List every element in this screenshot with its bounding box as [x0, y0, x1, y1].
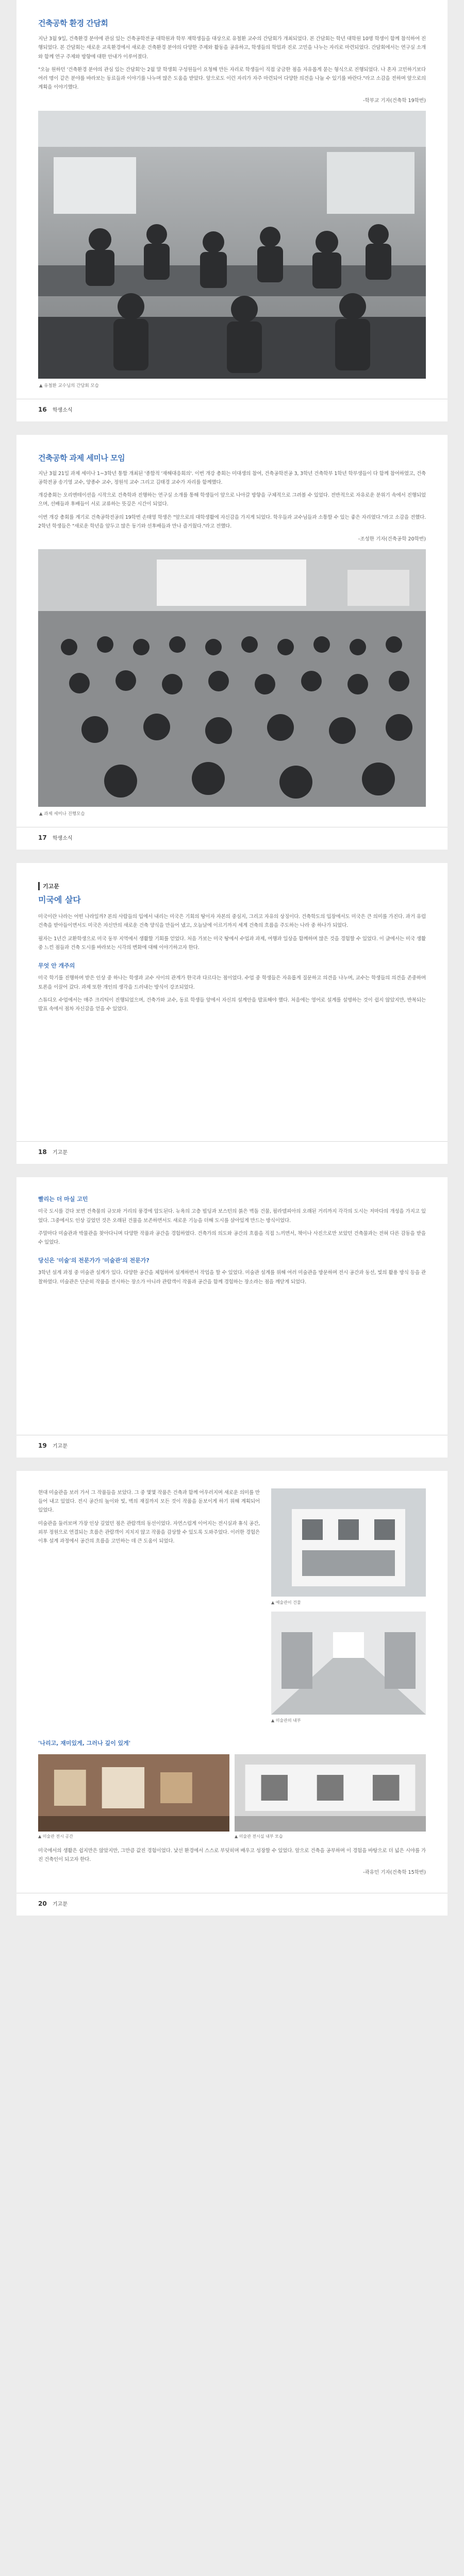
section-title: 건축공학 환경 간담회: [38, 19, 108, 28]
byline: -곽유민 기자(건축학 15학번): [363, 1870, 426, 1876]
photo-caption: ▲ 과제 세미나 진행모습: [39, 811, 85, 817]
museum-interior-photo: [271, 1612, 426, 1715]
section-contribution-part2: [16, 1177, 448, 1435]
building-illustration: [271, 1488, 426, 1597]
grid-cell: [38, 1754, 229, 1839]
exhibit-photo: [38, 1754, 229, 1832]
interior-illustration: [271, 1612, 426, 1715]
paragraph: 개강총회는 오리엔테이션을 시작으로 건축학과 진행하는 연구실 소개를 통해 학생들이 앞으로 나아갈 방향을 구체적으로 그려볼 수 있었다. 전반적으로 자유로운 분위기 속에서 진행되었으며, 선배들과 후배들이 서로 교류하는 뜻깊은 시간이 되었다.: [38, 493, 426, 507]
paragraph: 지난 3월 21일 과제 세미나 1~3학년 통합 개최된 '종합적 '재해대응회의'. 이번 개강 총회는 미대생의 참여, 건축공학전공 3, 3학년 건축학부 1학년 학부생들이 다 함께 참여하였고, 건축공학전공 송기영 교수, 양종수 교수, 정원석 교수 그리고 김태경 교수가 자리를 함께했다.: [38, 470, 426, 485]
subheading: 당신은 '미술'의 전문가가 '미술관'의 전문가?: [38, 1257, 150, 1264]
subheading: 빨리는 더 마실 고민: [38, 1196, 88, 1203]
page-separator: [16, 850, 448, 863]
section-contribution-part1: [16, 912, 448, 1141]
page-number: 18: [38, 1148, 47, 1156]
exhibit-photo: [235, 1754, 426, 1832]
paragraph: 스튜디오 수업에서는 매주 크리틱이 진행되었으며, 건축가와 교수, 동료 학생들 앞에서 자신의 설계안을 발표해야 했다. 처음에는 영어로 설계를 설명하는 것이 쉽지 않았지만, 반복되는 발표 속에서 점차 자신감을 얻을 수 있었다.: [38, 997, 426, 1012]
paragraph: 주말마다 미술관과 박물관을 찾아다니며 다양한 작품과 공간을 경험하였다. 건축가의 의도와 공간의 흐름을 직접 느끼면서, 책이나 사진으로만 보았던 건축물과는 전혀 다른 감동을 받을 수 있었다.: [38, 1230, 426, 1246]
page-footer: [16, 1435, 448, 1458]
image-caption: ▲ 미술관 전시실 내부 모습: [235, 1834, 283, 1839]
image-caption: ▲ 미술관의 내부: [271, 1718, 301, 1723]
spacer: [38, 1291, 426, 1425]
image-column: [271, 1488, 426, 1730]
image-caption: ▲ 예술관이 건물: [271, 1600, 301, 1605]
paragraph: 이번 개강 총회를 계기로 건축공학전공의 19학번 손태영 학생은 "앞으로의 대학생활에 자신감을 가지게 되었다. 학우들과 교수님들과 소통할 수 있는 좋은 자리였다."라고 소감을 전했다. 2학년 학생들은 "새로운 학년을 앞두고 많은 동기와 선후배들과 만나 즐거웠다."라고 전했다.: [38, 514, 426, 529]
page-number: 17: [38, 834, 47, 842]
page-number: 19: [38, 1442, 47, 1449]
subheading: '나리고, 재미있게, 그러나 깊이 있게': [38, 1739, 131, 1747]
paragraph: 미술관을 둘러보며 가장 인상 깊었던 점은 관람객의 동선이었다. 자연스럽게 이어지는 전시실과 휴식 공간, 외부 정원으로 연결되는 흐름은 관람객이 지치지 않고 작품을 감상할 수 있도록 도와주었다. 이러한 경험은 이후 설계 과정에서 공간의 흐름을 고민하는 데 큰 도움이 되었다.: [38, 1520, 260, 1545]
subheading: 무엇 안 개주의: [38, 962, 75, 970]
page-separator: [16, 1458, 448, 1471]
newsletter-page: [16, 0, 448, 1916]
page-label: 기고문: [52, 1443, 68, 1449]
contribution-tag: 기고문: [38, 882, 59, 890]
museum-exterior-photo: [271, 1488, 426, 1597]
page-footer: [16, 827, 448, 850]
image-caption: ▲ 미술관 전시 공간: [38, 1834, 73, 1839]
paragraph: 현대 미술관을 보러 가서 그 작품들을 보았다. 그 중 몇몇 작품은 건축과 함께 어우러지며 새로운 의미를 만들어 내고 있었다. 전시 공간의 높이와 빛, 벽의 재질까지 모든 것이 작품을 돋보이게 하기 위해 계획되어 있었다.: [38, 1489, 260, 1514]
byline: -조성한 기자(건축공학 20학번): [358, 536, 426, 543]
page-label: 학생소식: [52, 407, 73, 413]
page-label: 학생소식: [52, 836, 73, 842]
contribution-title: 미국에 살다: [38, 895, 81, 905]
page-separator: [16, 421, 448, 435]
page-footer: [16, 1893, 448, 1916]
paragraph: 필자는 1년간 교환학생으로 미국 동부 지역에서 생활할 기회를 얻었다. 처음 가보는 미국 땅에서 수업과 과제, 여행과 일상을 함께하며 많은 것을 경험할 수 있었다. 이 글에서는 미국 생활 중 느낀 점들과 건축 도시를 바라보는 시각의 변화에 대해 이야기하고자 한다.: [38, 936, 426, 951]
two-column-layout: [38, 1488, 426, 1730]
paragraph: 3학년 설계 과정 중 미술관 설계가 있다. 다양한 공간을 체험하며 설계하면서 작업을 할 수 있었다. 미술관 설계를 위해 여러 미술관을 방문하며 전시 공간과 동선, 빛의 활용 방식 등을 관찰하였다. 미술관은 단순히 작품을 전시하는 장소가 아니라 관람객이 작품과 공간을 함께 경험하는 장소라는 점을 깨닫게 되었다.: [38, 1270, 426, 1285]
page-separator: [16, 1164, 448, 1177]
section-title: 건축공학 과제 세미나 모임: [38, 453, 125, 463]
section-contribution-part3: [16, 1471, 448, 1893]
paragraph: "오늘 원하던 '건축환경 분야의 관심 있는 간담회'는 2월 말 학생회 구성원들이 요청해 만든 자리로 학생들이 직접 궁금한 점을 자유롭게 묻는 형식으로 진행되었다. 나 혼자 고민하기보다 여러 명이 같은 분야를 바라보는 동료들과 이야기를 나누며 많은 도움을 받았다. 앞으로도 이런 자리가 자주 마련되어 다양한 의견을 나눌 수 있기를 바란다."라고 소감을 전하며 앞으로의 계획을 이야기했다.: [38, 66, 426, 91]
paragraph: 미국 학기를 진행하며 받은 인상 중 하나는 학생과 교수 사이의 관계가 한국과 다르다는 점이었다. 수업 중 학생들은 자유롭게 질문하고 의견을 나누며, 교수는 학생들의 의견을 존중하며 토론을 이끌어 갔다. 과제 또한 개인의 생각을 드러내는 방식이 강조되었다.: [38, 975, 426, 990]
spacer: [38, 1018, 426, 1131]
byline: -학부교 기자(건축학 19학번): [363, 97, 426, 104]
lecture-hall-illustration: [38, 549, 426, 807]
classroom-scene-illustration: [38, 111, 426, 379]
contribution-header: [16, 863, 448, 905]
page-label: 기고문: [52, 1902, 68, 1908]
paragraph: 지난 3월 9일, 건축환경 분야에 관심 있는 건축공학전공 대학원과 학부 재학생들을 대상으로 유철환 교수의 간담회가 개최되었다. 본 간담회는 학년 대학원 10명 학생이 함께 참석하여 진행되었다. 본 간담회는 새로운 교육환경에서 새로운 건축환경 분야의 다양한 주제와 활동을 공유하고, 학생들의 학업과 진로 고민을 나누는 자리로 마련되었다. 간담회에서는 연구실 소개와 함께 연구 주제와 방향에 대한 안내가 이루어졌다.: [38, 36, 426, 60]
page-label: 기고문: [52, 1150, 68, 1156]
text-column: [38, 1488, 260, 1550]
gallery-illustration: [38, 1754, 229, 1832]
page-number: 16: [38, 405, 47, 413]
exhibit-image-grid: [38, 1754, 426, 1839]
gallery-illustration: [235, 1754, 426, 1832]
seminar-photo: [38, 549, 426, 807]
page-number: 20: [38, 1900, 47, 1908]
page-footer: [16, 399, 448, 421]
page-footer: [16, 1141, 448, 1164]
meeting-photo: [38, 111, 426, 379]
paragraph: 미국에서의 생활은 쉽지만은 않았지만, 그만큼 값진 경험이었다. 낯선 환경에서 스스로 부딪히며 배우고 성장할 수 있었다. 앞으로 건축을 공부하며 이 경험을 바탕으로 더 넓은 시야를 가진 건축인이 되고자 한다.: [38, 1848, 426, 1863]
paragraph: 미국이란 나라는 어떤 나라일까? 본의 사람들의 입에서 내리는 미국은 기회의 땅이자 자본의 중심지, 그리고 자유의 상징이다. 건축학도의 입장에서도 미국은 큰 의미를 가진다. 과거 유럽 건축을 받아들이면서도 미국은 자신만의 새로운 건축 양식을 만들어 냈고, 오늘날에 이르기까지 세계 건축의 흐름을 주도하는 나라 중 하나가 되었다.: [38, 914, 426, 929]
section-environment-meeting: [16, 0, 448, 399]
paragraph: 미국 도시를 걷다 보면 건축물의 규모와 거리의 풍경에 압도된다. 뉴욕의 고층 빌딩과 보스턴의 붉은 벽돌 건물, 필라델피아의 오래된 거리까지 각각의 도시는 저마다의 개성을 가지고 있었다. 그중에서도 인상 깊었던 것은 오래된 건물을 보존하면서도 새로운 기능을 더해 도시를 살아있게 만드는 방식이었다.: [38, 1209, 426, 1224]
photo-caption: ▲ 유철환 교수님의 간담회 모습: [39, 383, 99, 388]
section-seminar-meeting: [16, 435, 448, 827]
grid-cell: [235, 1754, 426, 1839]
